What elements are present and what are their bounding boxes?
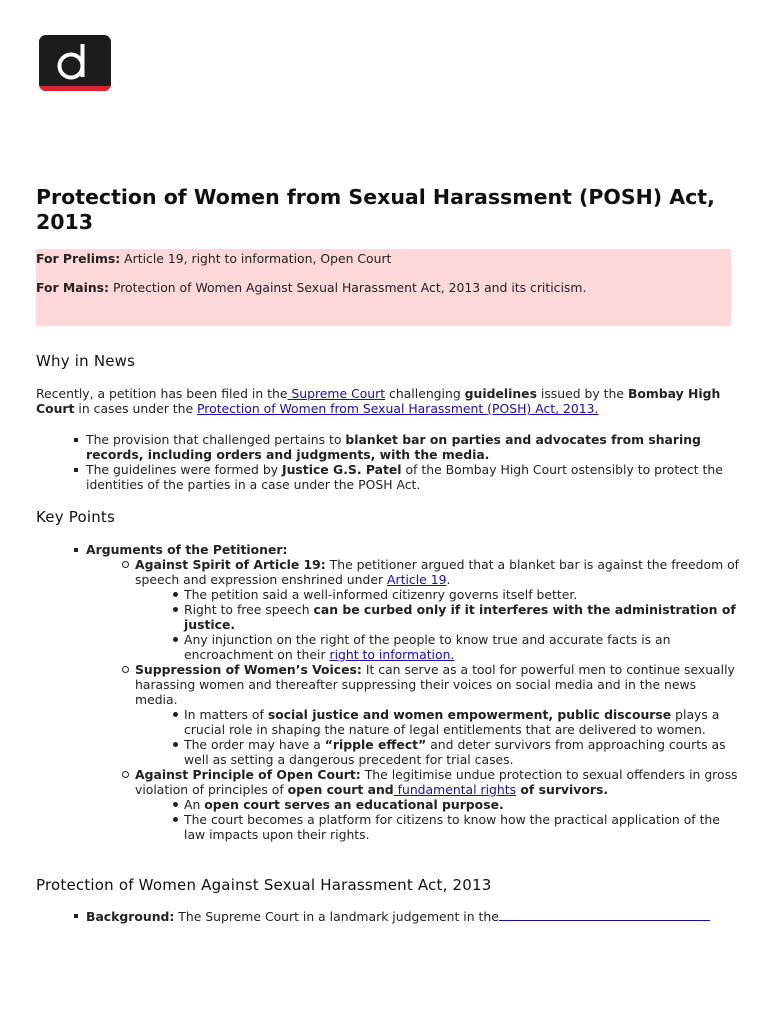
mains-text: Protection of Women Against Sexual Harassment Act, 2013 and its criticism.	[109, 280, 587, 295]
list-item: Background: The Supreme Court in a landmark judgement in the	[72, 908, 742, 924]
spirit-sublist	[135, 587, 742, 662]
list-item: The provision that challenged pertains to blanket bar on parties and advocates from sharing records, including orders and judgments, with the media.	[72, 432, 742, 462]
arguments-list	[72, 557, 742, 842]
posh-section-list	[72, 908, 742, 924]
prelims-text: Article 19, right to information, Open Court	[120, 251, 392, 266]
posh-act-link[interactable]: Protection of Women from Sexual Harassment (POSH) Act, 2013.	[197, 401, 599, 416]
supreme-court-link[interactable]: Supreme Court	[287, 386, 386, 401]
list-item: The petition said a well-informed citizenry governs itself better.	[135, 587, 742, 602]
d-letter-logo-icon	[39, 35, 111, 91]
judgement-link[interactable]	[499, 908, 710, 921]
logo-accent-bar	[39, 86, 111, 91]
list-item: The guidelines were formed by Justice G.S. Patel of the Bombay High Court ostensibly to protect the identities of the parties in a case under the POSH Act.	[72, 462, 742, 492]
list-item: Right to free speech can be curbed only if it interferes with the administration of justice.	[135, 602, 742, 632]
why-in-news-intro: Recently, a petition has been filed in the Supreme Court challenging guidelines issued by the Bombay High Court in cases under the Protection of Women from Sexual Harassment (POSH) Act, 2013.	[36, 386, 721, 416]
list-item: Any injunction on the right of the people to know true and accurate facts is an encroachment on their right to information.	[135, 632, 742, 662]
open-court-sublist	[135, 797, 742, 842]
why-in-news-list	[72, 432, 742, 492]
mains-label: For Mains:	[36, 280, 109, 295]
list-item: Against Principle of Open Court: The legitimise undue protection to sexual offenders in gross violation of principles of open court and fundamental rights of survivors. An open court serves an educational purpose. The court becomes a platform for citizens to know how the practical application of the law impacts upon their rights.	[72, 767, 742, 842]
mains-line	[36, 280, 586, 295]
list-item: Against Spirit of Article 19: The petitioner argued that a blanket bar is against the freedom of speech and expression enshrined under Article 19. The petition said a well-informed citizenry governs itself better. Right to free speech can be curbed only if it interferes with the administration of justice. Any injunction on the right of the people to know true and accurate facts is an encroachment on their right to information.	[72, 557, 742, 662]
list-item: The order may have a “ripple effect” and deter survivors from approaching courts as well as setting a dangerous precedent for trial cases.	[135, 737, 742, 767]
list-item: In matters of social justice and women empowerment, public discourse plays a crucial role in shaping the nature of legal entitlements that are delivered to women.	[135, 707, 742, 737]
list-item: Suppression of Women’s Voices: It can serve as a tool for powerful men to continue sexually harassing women and thereafter suppressing their voices on social media and in the news media. In matters of social justice and women empowerment, public discourse plays a crucial role in shaping the nature of legal entitlements that are delivered to women. The order may have a “ripple effect” and deter survivors from approaching courts as well as setting a dangerous precedent for trial cases.	[72, 662, 742, 767]
list-item	[72, 542, 742, 842]
page-title: Protection of Women from Sexual Harassment (POSH) Act, 2013	[36, 185, 715, 234]
list-item: An open court serves an educational purpose.	[135, 797, 742, 812]
prelims-line	[36, 251, 391, 266]
article-19-link[interactable]: Article 19	[387, 572, 447, 587]
key-points-list	[72, 542, 742, 842]
arguments-label: Arguments of the Petitioner:	[86, 542, 288, 557]
site-logo[interactable]	[39, 35, 111, 91]
key-points-heading: Key Points	[36, 508, 116, 526]
list-item: The court becomes a platform for citizens to know how the practical application of the law impacts upon their rights.	[135, 812, 742, 842]
syllabus-box	[36, 249, 731, 326]
prelims-label: For Prelims:	[36, 251, 121, 266]
right-to-information-link[interactable]: right to information.	[329, 647, 455, 662]
suppression-sublist	[135, 707, 742, 767]
fundamental-rights-link[interactable]: fundamental rights	[393, 782, 517, 797]
posh-section-heading: Protection of Women Against Sexual Harassment Act, 2013	[36, 876, 492, 894]
why-in-news-heading: Why in News	[36, 352, 136, 370]
